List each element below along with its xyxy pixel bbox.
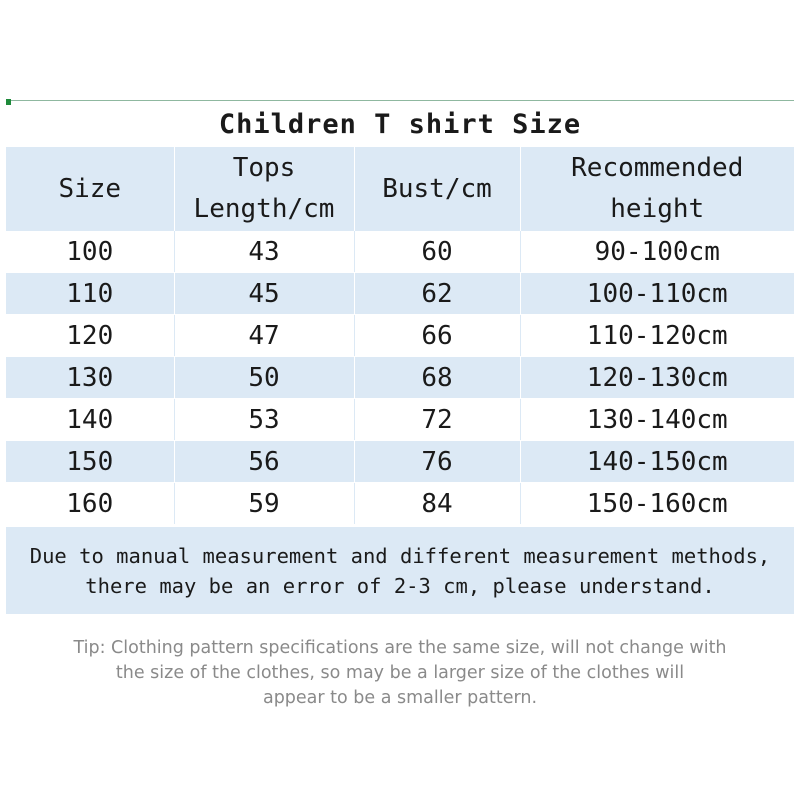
cell-length: 56: [174, 441, 354, 483]
header-size: Size: [6, 147, 174, 231]
cell-bust: 66: [354, 315, 520, 357]
chart-title: Children T shirt Size: [6, 101, 794, 147]
cell-length: 43: [174, 231, 354, 273]
cell-height: 100-110cm: [520, 273, 794, 315]
cell-size: 150: [6, 441, 174, 483]
cell-length: 53: [174, 399, 354, 441]
tip-text: [0, 636, 800, 711]
cell-bust: 84: [354, 483, 520, 525]
tip-line-2: the size of the clothes, so may be a larger size of the clothes will: [115, 663, 685, 683]
table-row: [6, 273, 794, 315]
cell-height: 150-160cm: [520, 483, 794, 525]
cell-height: 90-100cm: [520, 231, 794, 273]
cell-length: 50: [174, 357, 354, 399]
cell-size: 130: [6, 357, 174, 399]
cell-size: 120: [6, 315, 174, 357]
tip-line-1: Tip: Clothing pattern specifications are the same size, will not change with: [73, 638, 727, 658]
cell-height: 130-140cm: [520, 399, 794, 441]
cell-size: 140: [6, 399, 174, 441]
measurement-note: [6, 527, 794, 614]
cell-size: 110: [6, 273, 174, 315]
cell-height: 120-130cm: [520, 357, 794, 399]
cell-length: 59: [174, 483, 354, 525]
table-row: [6, 231, 794, 273]
table-row: [6, 483, 794, 525]
cell-height: 140-150cm: [520, 441, 794, 483]
cell-length: 45: [174, 273, 354, 315]
table-row: [6, 399, 794, 441]
corner-mark: [6, 99, 11, 105]
cell-size: 160: [6, 483, 174, 525]
note-line-1: Due to manual measurement and different measurement methods,: [29, 544, 771, 568]
table-header-row: [6, 147, 794, 231]
cell-size: 100: [6, 231, 174, 273]
table-row: [6, 357, 794, 399]
size-table: [6, 147, 794, 525]
header-height: Recommended height: [520, 147, 794, 231]
size-chart: [6, 100, 794, 614]
cell-height: 110-120cm: [520, 315, 794, 357]
note-line-2: there may be an error of 2-3 cm, please understand.: [85, 574, 715, 598]
cell-bust: 72: [354, 399, 520, 441]
cell-bust: 62: [354, 273, 520, 315]
table-row: [6, 441, 794, 483]
cell-length: 47: [174, 315, 354, 357]
header-length: Tops Length/cm: [174, 147, 354, 231]
tip-line-3: appear to be a smaller pattern.: [262, 688, 538, 708]
header-bust: Bust/cm: [354, 147, 520, 231]
cell-bust: 68: [354, 357, 520, 399]
cell-bust: 60: [354, 231, 520, 273]
cell-bust: 76: [354, 441, 520, 483]
table-row: [6, 315, 794, 357]
